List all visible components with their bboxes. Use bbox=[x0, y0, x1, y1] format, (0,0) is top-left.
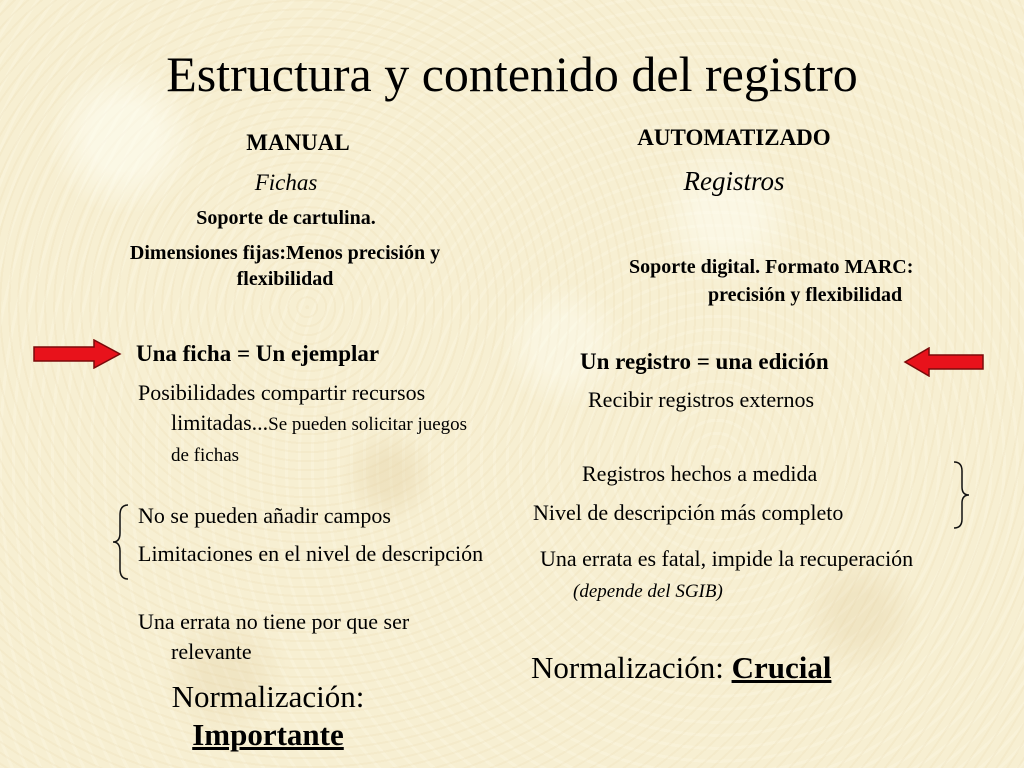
manual-norm-label: Normalización: bbox=[171, 679, 365, 714]
left-curly-brace-icon bbox=[112, 503, 130, 581]
manual-equation: Una ficha = Un ejemplar bbox=[136, 341, 380, 366]
automated-normalization bbox=[531, 650, 831, 686]
left-pointing-red-arrow-icon bbox=[903, 347, 985, 377]
right-curly-brace-icon bbox=[952, 460, 970, 530]
automated-level: Nivel de descripción más completo bbox=[533, 500, 844, 525]
manual-norm-value: Importante bbox=[192, 717, 344, 752]
automated-errata-text: Una errata es fatal, impide la recuperación bbox=[540, 546, 914, 571]
automated-equation: Un registro = una edición bbox=[580, 349, 829, 374]
manual-errata: Una errata no tiene por que ser relevante bbox=[138, 609, 410, 664]
automated-norm-value: Crucial bbox=[731, 650, 832, 685]
manual-share-small: Se pueden solicitar juegos de fichas bbox=[171, 414, 468, 466]
manual-subheading: Fichas bbox=[254, 170, 318, 195]
manual-share-text: Posibilidades compartir recursos limitadas... bbox=[138, 380, 426, 435]
automated-external: Recibir registros externos bbox=[588, 387, 815, 412]
manual-support: Soporte de cartulina. bbox=[196, 207, 376, 229]
manual-heading: MANUAL bbox=[246, 130, 350, 155]
manual-dimensions: Dimensiones fijas:Menos precisión y flexibilidad bbox=[129, 242, 441, 290]
manual-no-fields: No se pueden añadir campos bbox=[138, 503, 391, 528]
right-pointing-red-arrow-icon bbox=[32, 339, 122, 369]
automated-norm-label: Normalización: bbox=[531, 650, 724, 685]
manual-share bbox=[138, 378, 489, 470]
manual-limitations: Limitaciones en el nivel de descripción bbox=[138, 541, 484, 566]
automated-custom: Registros hechos a medida bbox=[582, 461, 818, 486]
automated-errata-note: (depende del SGIB) bbox=[573, 581, 723, 602]
automated-support bbox=[550, 253, 930, 309]
automated-errata bbox=[540, 543, 973, 607]
automated-heading: AUTOMATIZADO bbox=[637, 125, 831, 150]
manual-normalization bbox=[136, 678, 400, 754]
automated-support-text: Soporte digital. Formato MARC: precisión y flexibilidad bbox=[629, 256, 914, 306]
automated-subheading: Registros bbox=[683, 166, 785, 196]
slide-title: Estructura y contenido del registro bbox=[166, 46, 858, 102]
